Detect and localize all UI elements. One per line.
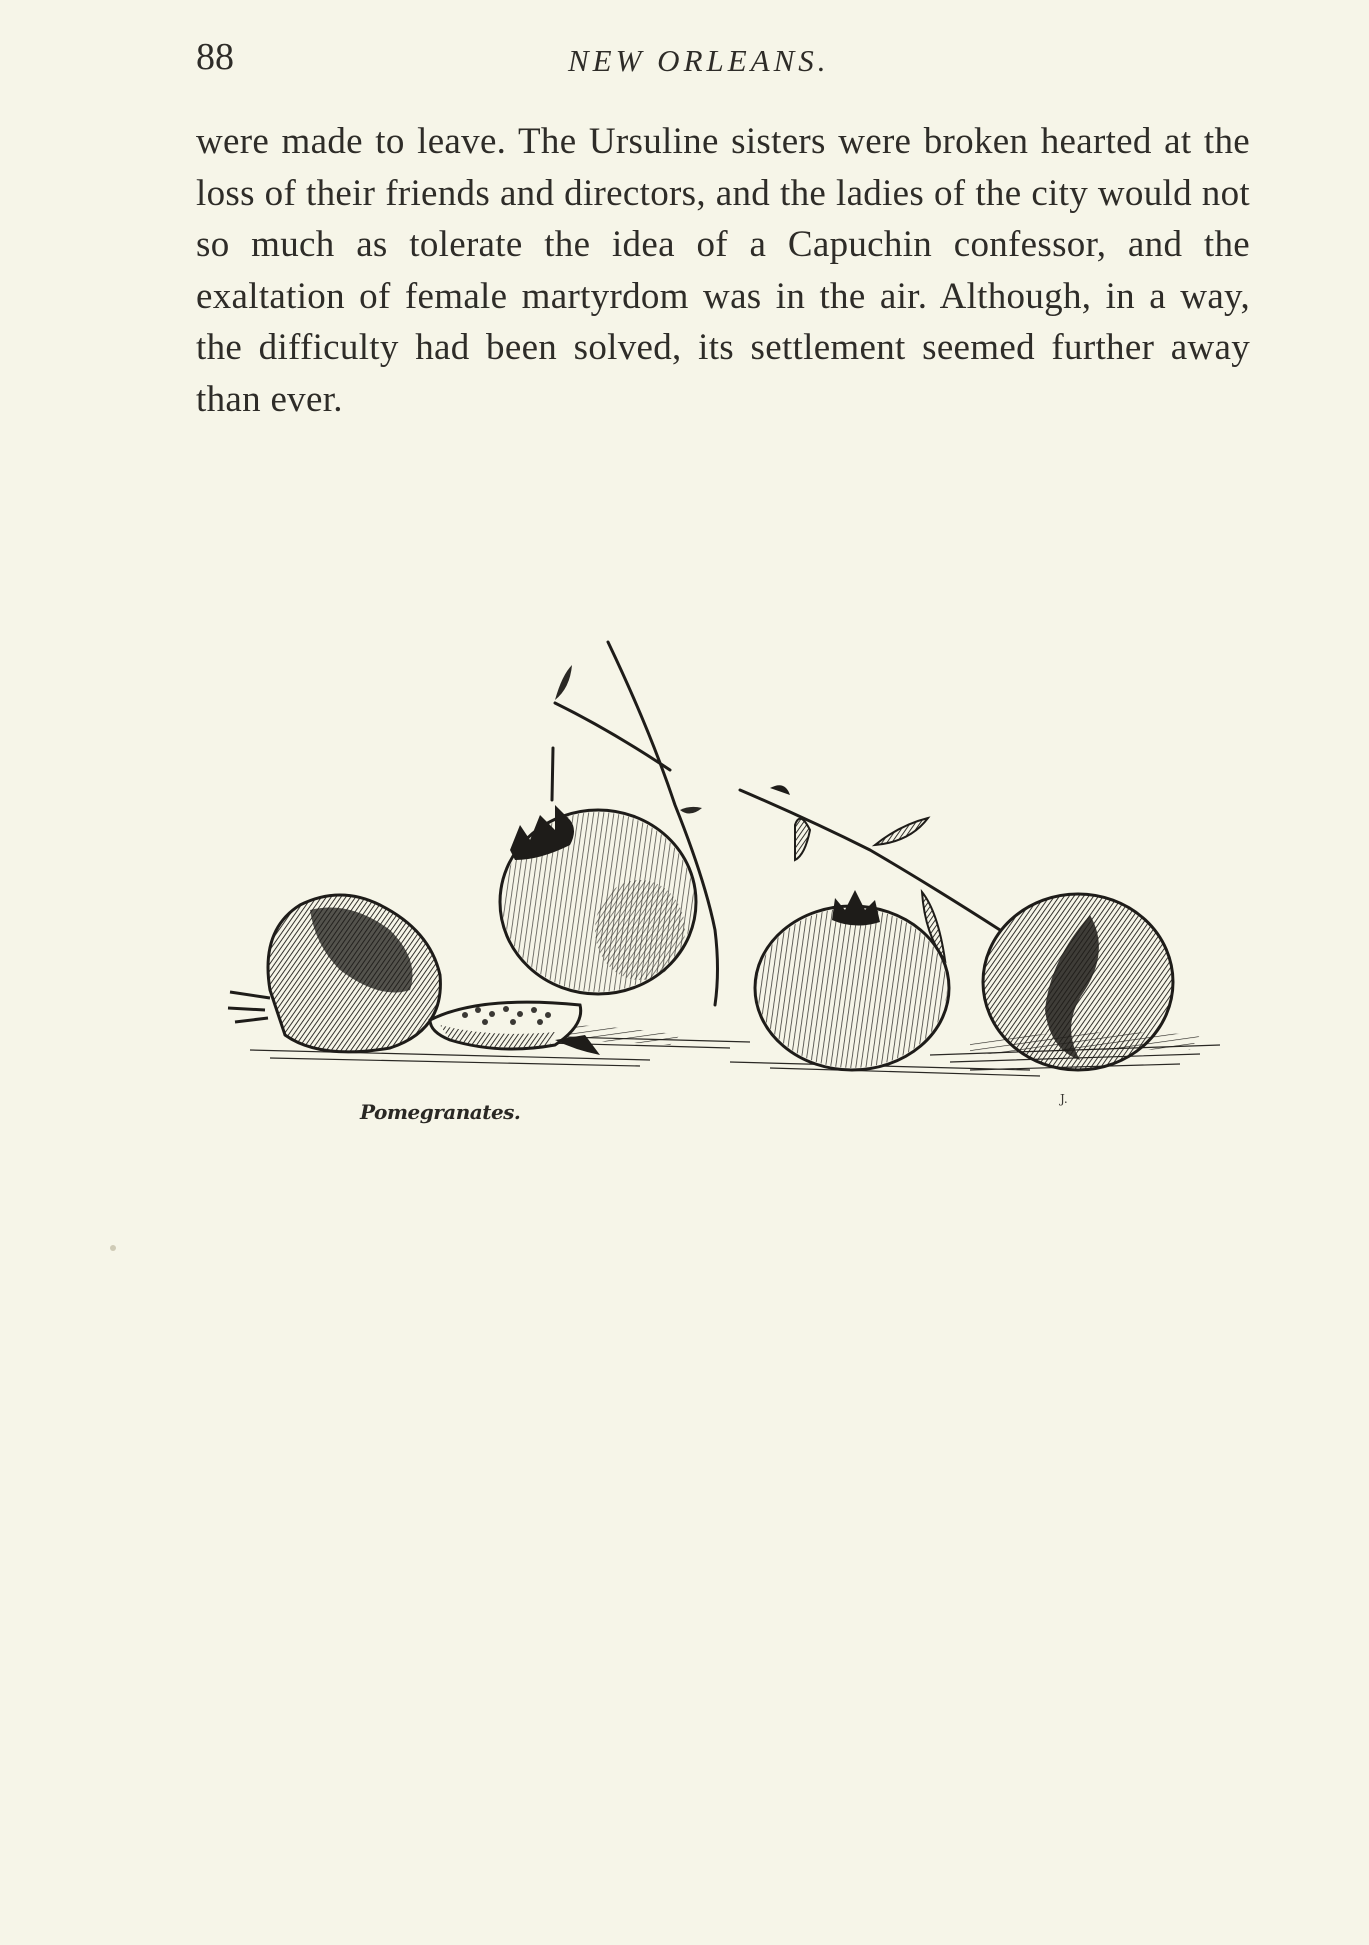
pomegranate-upper — [500, 805, 696, 994]
pomegranates-illustration — [210, 630, 1250, 1160]
leaf-bud — [680, 807, 702, 814]
figure-caption: Pomegranates. — [360, 1100, 521, 1124]
leaf-bud — [875, 818, 928, 845]
artist-signature: J. — [1060, 1092, 1068, 1106]
pomegranate-right — [983, 894, 1173, 1070]
pomegranate-broken — [228, 895, 440, 1052]
page-number: 88 — [196, 36, 234, 78]
leaf-bud — [795, 819, 810, 860]
running-head-title: NEW ORLEANS. — [568, 43, 830, 78]
leaf-bud — [555, 665, 572, 700]
leaf-bud — [770, 785, 790, 795]
paper-speck — [110, 1245, 116, 1251]
body-paragraph: were made to leave. The Ursuline sisters were broken hearted at the loss of their friends and directors, and the ladies of the city would not so much as tolerate the idea of a Capuchin confessor, and the exaltation of female martyrdom was in the air. Although, in a way, the difficulty had been solved, its settlement seemed further away than ever. — [196, 121, 1250, 420]
pomegranate-lower — [755, 890, 949, 1070]
pomegranate-wedge — [430, 1002, 600, 1055]
